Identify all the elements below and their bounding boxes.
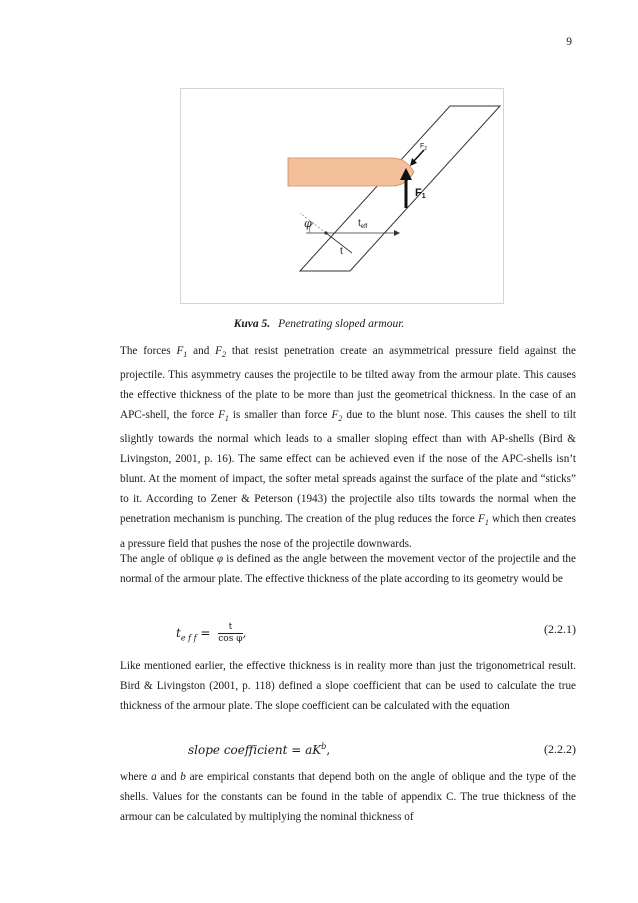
figure-drawing	[180, 88, 504, 304]
label-effective-thickness: $t_{eff}$	[358, 218, 368, 230]
equation-2-2-1-body: $t_{e f f}$ = $\frac{t}{\text{cos φ}}$ ,	[176, 622, 247, 644]
paragraph-slope-coefficient: Like mentioned earlier, the effective thickness is in reality more than just the trigonometrical result. Bird & Livingston (2001, p. 118) defined a slope coefficient that can be used to calculate the true thickness of the armour plate. The slope coefficient can be calculated with the equation	[120, 660, 576, 712]
caption-label: Kuva 5.	[233, 318, 271, 330]
equation-number: (2.2.1)	[544, 622, 576, 636]
paragraph-constants: where a and b are empirical constants that depend both on the angle of oblique and the type of the shells. Values for the constants can be found in the table of appendix C. The true thickness of the armour can be calculated by multiplying the nominal thickness of	[120, 771, 576, 823]
label-thickness: t	[340, 246, 343, 257]
armour-plate	[300, 106, 500, 271]
paragraph-angle-of-oblique: The angle of oblique φ is defined as the angle between the movement vector of the projectile and the normal of the armour plate. The effective thickness of the plate according to its geometry would be	[120, 553, 576, 585]
force-f2-arrow	[413, 150, 424, 162]
paragraph-forces: The forces $F_1$ and $F_2$ that resist penetration create an asymmetrical pressure field against the projectile. This asymmetry causes the projectile to be tilted away from the armour plate. This causes the effective thickness of the plate to be more than just the geometrical thickness. In the case of an APC-shell, the force $F_1$ is smaller than force $F_2$ due to the blunt nose. This causes the shell to tilt slightly towards the normal which leads to a smaller sloping effect than with AP-shells (Bird & Livingston, 2001, p. 16). The same effect can be achieved even if the nose of the APC-shells isn’t blunt. At the moment of impact, the softer metal spreads against the surface of the plate and “sticks” to it. According to Zener & Peterson (1943) the projectile also tilts towards the normal when the penetration mechanism is punching. The creation of the plug reduces the force $F_1$ which then creates a pressure field that pushes the nose of the projectile downwards.	[120, 345, 576, 550]
equation-2-2-1	[120, 614, 576, 644]
label-force-f2: $F_2$	[420, 143, 428, 152]
projectile	[288, 158, 414, 186]
sloped-armour-figure	[180, 88, 504, 304]
label-force-f1: F1	[415, 187, 426, 200]
equation-fraction: $\frac{t}{\text{cos φ}}$	[218, 622, 243, 644]
trajectory-arrowhead	[394, 230, 400, 236]
label-angle-phi: φ	[304, 217, 312, 230]
plate-normal-line	[326, 233, 352, 253]
caption-text: Penetrating sloped armour.	[278, 318, 405, 330]
equation-2-2-2	[120, 734, 576, 764]
page-number: 9	[566, 36, 572, 48]
impact-point	[324, 231, 327, 234]
equation-2-2-2-body: slope coefficient = $aK^b$,	[188, 742, 331, 757]
figure-caption	[0, 318, 638, 330]
equation-number: (2.2.2)	[544, 742, 576, 756]
